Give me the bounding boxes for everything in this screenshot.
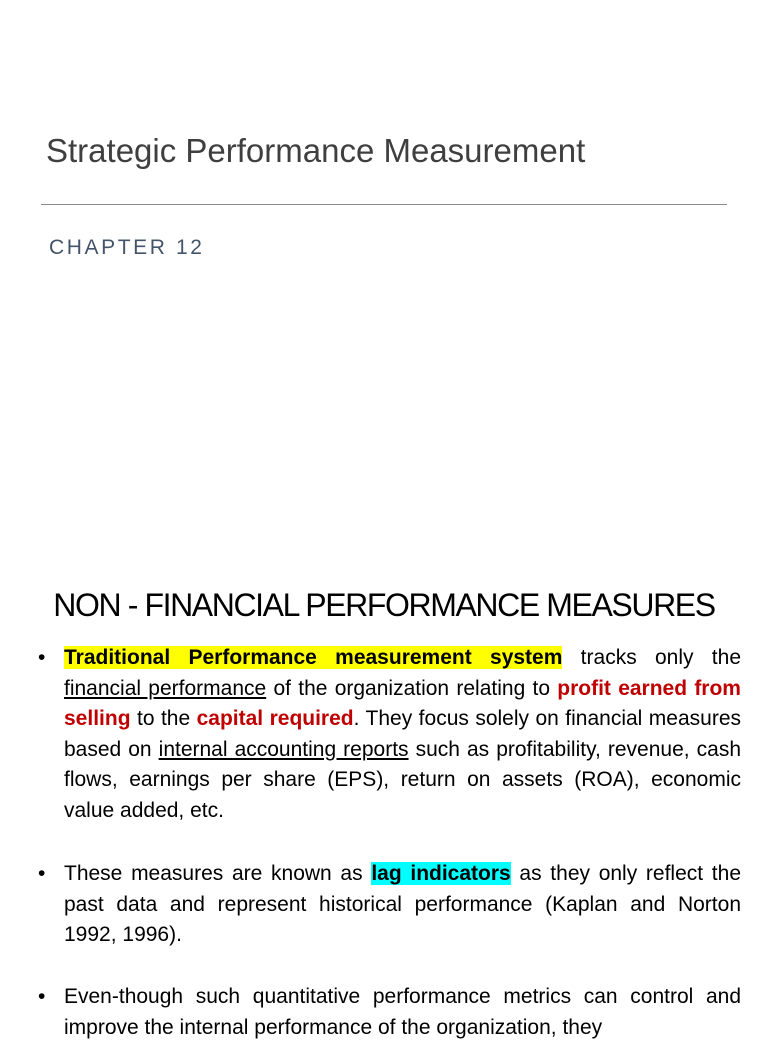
red-emphasis: profit earned from selling xyxy=(64,676,741,731)
content-slide xyxy=(0,565,768,1039)
slide-title: Strategic Performance Measurement xyxy=(46,132,586,169)
text-run: These measures are known as xyxy=(64,862,372,885)
underlined-term: internal accounting reports xyxy=(158,737,409,761)
text-run: to the xyxy=(130,707,197,731)
text-run: tracks only the xyxy=(562,646,741,669)
slide-heading: NON - FINANCIAL PERFORMANCE MEASURES xyxy=(53,587,715,623)
highlight-yellow: Traditional Performance measurement system xyxy=(64,646,563,669)
text-run: such as profitability, revenue, cash flows, earnings per share (EPS), return on assets (ROA), economic value added, etc. xyxy=(64,737,741,822)
text-run: of the organization relating to xyxy=(266,676,558,700)
red-emphasis: capital required xyxy=(196,707,354,731)
text-run: as they only reflect the past data and represent historical performance (Kaplan and Norton 1992, 1996). xyxy=(64,862,741,947)
text-run: . They focus solely on financial measures based on xyxy=(64,707,741,761)
bullet-marker: • xyxy=(38,862,46,885)
bullet-text xyxy=(64,982,741,1043)
text-run: Even-though such quantitative performance metrics can control and improve the internal performance of the organization, they xyxy=(64,985,741,1039)
bullet-marker: • xyxy=(38,646,46,669)
bullet-marker: • xyxy=(38,985,46,1008)
title-divider xyxy=(41,204,727,205)
highlight-cyan: lag indicators xyxy=(371,862,511,885)
underlined-term: financial performance xyxy=(64,676,267,700)
bullet-text xyxy=(64,859,741,951)
bullet-text xyxy=(64,643,741,827)
slide-subtitle: CHAPTER 12 xyxy=(49,236,205,259)
